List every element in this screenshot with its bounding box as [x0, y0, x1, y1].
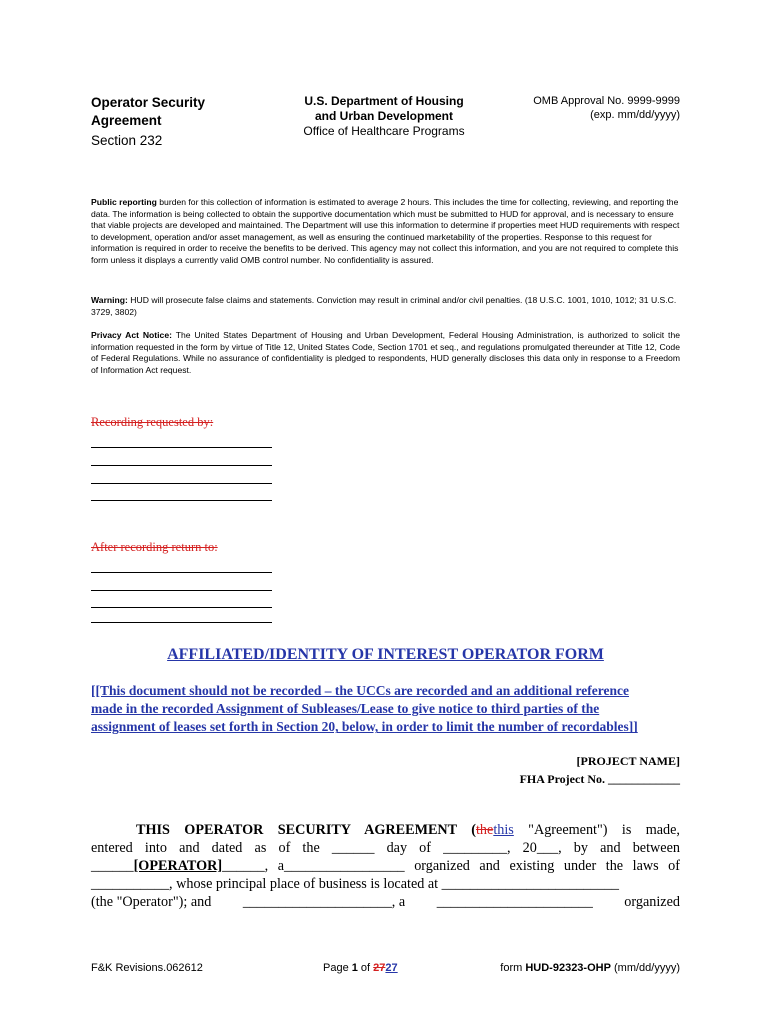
project-name: [PROJECT NAME] [576, 754, 680, 768]
form-code: HUD-92323-OHP [525, 962, 611, 974]
recording-blank-line[interactable] [91, 500, 272, 501]
form-label: form [500, 962, 526, 974]
organized-word: organized [624, 894, 680, 910]
warning-notice [91, 295, 680, 318]
lessee-blank: _____________________, a [242, 894, 406, 910]
form-date: (mm/dd/yyyy) [610, 962, 680, 974]
page-of: of [357, 962, 374, 974]
recording-blank-line[interactable] [91, 483, 272, 484]
warning-text: HUD will prosecute false claims and statements. Conviction may result in criminal and/or civil penalties. (18 U.S.C. 1001, 1010, 1012; 31 U.S.C. 3729, 3802) [91, 295, 677, 317]
form-name-block [91, 94, 281, 150]
footer-revision: F&K Revisions.062612 [91, 962, 203, 974]
agency-line-2: and Urban Development [314, 109, 454, 123]
operator-definition: (the "Operator"); and [91, 894, 212, 910]
page-total-deleted: 27 [373, 962, 386, 974]
public-reporting-label: Public reporting [91, 197, 157, 207]
inserted-text: this [493, 822, 514, 838]
omb-block [500, 94, 680, 122]
agency-office: Office of Healthcare Programs [303, 124, 465, 138]
operator-placeholder: [OPERATOR] [133, 858, 223, 874]
fha-project-number: FHA Project No. ____________ [519, 772, 680, 786]
warning-label: Warning: [91, 295, 128, 305]
page-current: 1 [351, 962, 358, 974]
return-blank-line[interactable] [91, 607, 272, 608]
return-to-label: After recording return to: [91, 540, 218, 554]
footer-page-number [323, 962, 398, 974]
privacy-label: Privacy Act Notice: [91, 330, 172, 340]
agreement-intro: THIS OPERATOR SECURITY AGREEMENT ( [136, 822, 476, 838]
form-section: Section 232 [91, 133, 163, 148]
omb-approval: OMB Approval No. 9999-9999 [533, 95, 680, 107]
form-title-line-1: Operator Security [91, 95, 206, 110]
recording-requested-label: Recording requested by: [91, 415, 214, 429]
operator-blank-pre: ______ [91, 858, 134, 874]
page-total-inserted: 27 [385, 962, 398, 974]
footer-form-number [500, 962, 680, 974]
recording-instruction-note: [[This document should not be recorded – the UCCs are recorded and an additional reference made in the recorded Assignment of Subleases/Lease to give notice to third parties of the assignment of leases set forth in Section 20, below, in order to limit the number of recordables]] [91, 683, 638, 735]
return-blank-line[interactable] [91, 590, 272, 591]
return-blank-line[interactable] [91, 572, 272, 573]
public-reporting-notice [91, 197, 680, 266]
agreement-line-3 [91, 857, 680, 875]
agreement-line-1 [91, 821, 680, 839]
recording-blank-line[interactable] [91, 465, 272, 466]
agency-line-1: U.S. Department of Housing [304, 94, 464, 108]
recording-blank-line[interactable] [91, 447, 272, 448]
deleted-text: the [475, 822, 494, 838]
page-label: Page [323, 962, 352, 974]
return-blank-line[interactable] [91, 622, 272, 623]
agency-block [286, 94, 482, 139]
privacy-act-notice [91, 330, 680, 376]
public-reporting-text: burden for this collection of information is estimated to average 2 hours. This includes the time for collecting, reviewing, and reporting the data. The information is being collected to obtain the supportive documentation which must be submitted to HUD for approval, and is necessary to ensure that viable projects are developed and maintained. The Department will use this information to determine if properties meet HUD requirements with respect to development, operation and/or asset management, as well as ensuring the continued marketability of the properties. Response to this request for information is required in order to receive the benefits to be derived. This agency may not collect this information, and you are not required to complete this form unless it displays a currently valid OMB control number. No confidentiality is assured. [91, 197, 680, 265]
agreement-line-5 [91, 893, 680, 911]
agreement-intro-end: "Agreement") is made, [513, 822, 680, 838]
operator-line-rest: ______, a_________________ organized and existing under the laws of [222, 858, 680, 874]
agreement-line-2: entered into and dated as of the ______ day of _________, 20___, by and between [91, 840, 680, 856]
form-heading: AFFILIATED/IDENTITY OF INTEREST OPERATOR FORM [167, 646, 604, 663]
agreement-line-4: ___________, whose principal place of business is located at _________________________ [91, 876, 620, 892]
privacy-text: The United States Department of Housing and Urban Development, Federal Housing Administration, is authorized to solicit the information requested in the form by virtue of Title 12, United States Code, Section 1701 et seq., and regulations promulgated thereunder at Title 12, Code of Federal Regulations. While no assurance of confidentiality is pledged to respondents, HUD generally discloses this data only in response to a Freedom of Information Act request. [91, 330, 680, 375]
omb-expiration: (exp. mm/dd/yyyy) [590, 109, 680, 121]
form-title-line-2: Agreement [91, 113, 162, 128]
lessee-type-blank: ______________________ [436, 894, 593, 910]
